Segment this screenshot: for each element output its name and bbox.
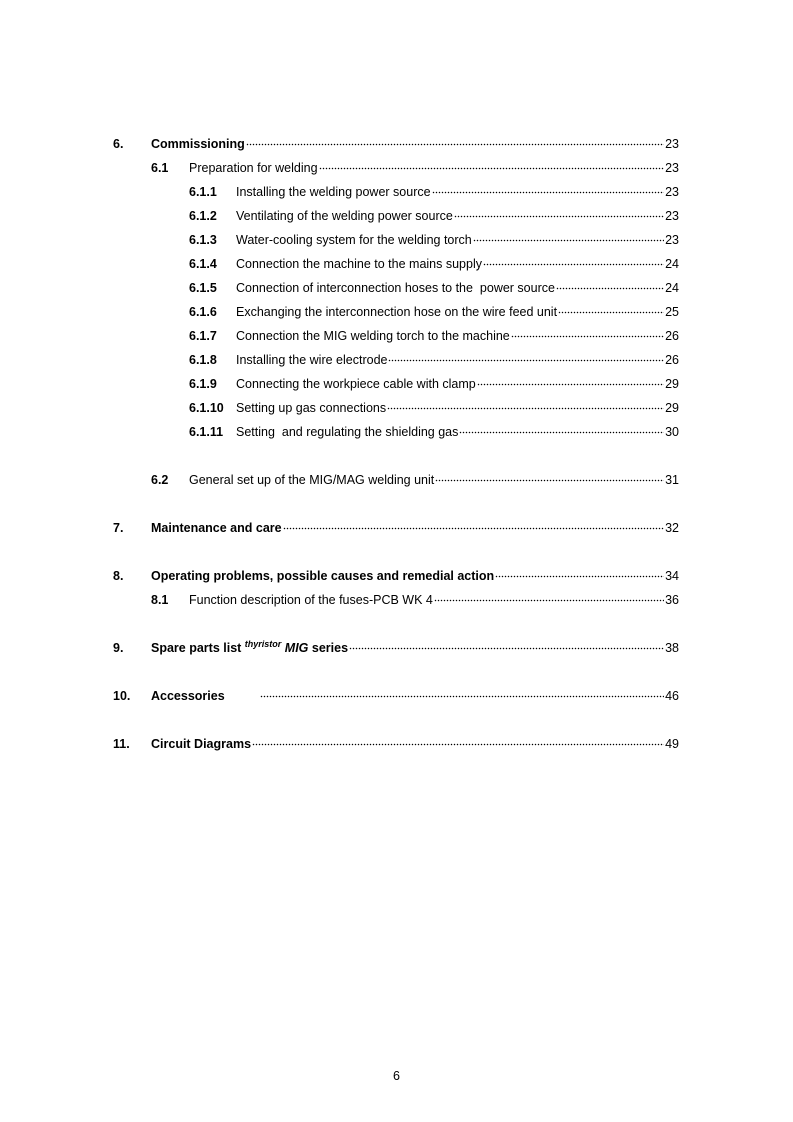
- toc-number: 6.1.1: [189, 185, 217, 199]
- toc-page: 32: [665, 521, 679, 535]
- toc-title-superscript: thyristor: [244, 639, 282, 649]
- toc-entry-9[interactable]: [113, 636, 679, 655]
- toc-entry-11[interactable]: [113, 732, 679, 751]
- toc-page: 23: [665, 185, 679, 199]
- toc-leader: [319, 156, 665, 172]
- toc-entry-8[interactable]: [113, 564, 679, 583]
- toc-page: 23: [665, 137, 679, 151]
- toc-page: 30: [665, 425, 679, 439]
- toc-title: Function description of the fuses-PCB WK 4: [189, 593, 433, 607]
- toc-page: 26: [665, 353, 679, 367]
- toc-leader: [246, 132, 664, 148]
- toc-leader: [283, 516, 664, 532]
- toc-leader: [477, 372, 664, 388]
- toc-page: 49: [665, 737, 679, 751]
- toc-number: 6.1.10: [189, 401, 224, 415]
- toc-number: 6.1.9: [189, 377, 217, 391]
- toc-title: Preparation for welding: [189, 161, 318, 175]
- toc-page: 25: [665, 305, 679, 319]
- toc-leader: [483, 252, 664, 268]
- toc-entry-6-1[interactable]: [151, 156, 679, 175]
- toc-title: [151, 640, 348, 657]
- toc-number: 8.1: [151, 593, 169, 607]
- toc-number: 6.: [113, 137, 124, 151]
- toc-entry-6-1-10[interactable]: [189, 396, 679, 415]
- toc-number: 6.1.2: [189, 209, 217, 223]
- toc-entry-6-1-9[interactable]: [189, 372, 679, 391]
- toc-number: 8.: [113, 569, 124, 583]
- toc-number: 6.1.4: [189, 257, 217, 271]
- toc-number: 11.: [113, 737, 130, 751]
- toc-leader: [252, 732, 664, 748]
- toc-leader: [558, 300, 664, 316]
- toc-leader: [435, 468, 664, 484]
- toc-page: 29: [665, 401, 679, 415]
- toc-entry-6-1-11[interactable]: [189, 420, 679, 439]
- toc-page: 36: [665, 593, 679, 607]
- toc-title-pre: Spare parts list: [151, 641, 245, 655]
- toc-title: Commissioning: [151, 137, 245, 151]
- toc-title: Connecting the workpiece cable with clamp: [236, 377, 476, 391]
- toc-entry-10[interactable]: [113, 684, 679, 703]
- toc-title-italic: MIG: [281, 641, 309, 655]
- toc-entry-6-1-7[interactable]: [189, 324, 679, 343]
- toc-entry-6-1-6[interactable]: [189, 300, 679, 319]
- toc-entry-6-1-5[interactable]: [189, 276, 679, 295]
- toc-page: 24: [665, 257, 679, 271]
- toc-leader: [511, 324, 664, 340]
- toc-entry-8-1[interactable]: [151, 588, 679, 607]
- toc-number: 6.2: [151, 473, 169, 487]
- toc-title: Operating problems, possible causes and remedial action: [151, 569, 495, 583]
- toc-number: 6.1.6: [189, 305, 217, 319]
- toc-page: 31: [665, 473, 679, 487]
- toc-title: Exchanging the interconnection hose on the wire feed unit: [236, 305, 558, 319]
- toc-title: Maintenance and care: [151, 521, 282, 535]
- toc-entry-6[interactable]: [113, 132, 679, 151]
- toc-leader: [260, 684, 664, 700]
- toc-entry-6-1-3[interactable]: [189, 228, 679, 247]
- toc-title: Circuit Diagrams: [151, 737, 252, 751]
- toc-entry-6-1-4[interactable]: [189, 252, 679, 271]
- toc-entry-6-2[interactable]: [151, 468, 679, 487]
- toc-number: 10.: [113, 689, 131, 703]
- toc-title: Ventilating of the welding power source: [236, 209, 453, 223]
- toc-title: Connection the machine to the mains supply: [236, 257, 482, 271]
- page-number: 6: [393, 1069, 400, 1083]
- toc-number: 9.: [113, 641, 124, 655]
- toc-leader: [473, 228, 664, 244]
- toc-title-post: series: [308, 641, 349, 655]
- toc-number: 6.1.11: [189, 425, 224, 439]
- toc-title: Setting up gas connections: [236, 401, 387, 415]
- toc-number: 6.1: [151, 161, 169, 175]
- toc-leader: [432, 180, 665, 196]
- toc-page: 23: [665, 161, 679, 175]
- toc-leader: [459, 420, 664, 436]
- toc-page: 24: [665, 281, 679, 295]
- toc-entry-6-1-2[interactable]: [189, 204, 679, 223]
- toc-entry-6-1-1[interactable]: [189, 180, 679, 199]
- toc-title: General set up of the MIG/MAG welding unit: [189, 473, 435, 487]
- toc-page: 23: [665, 209, 679, 223]
- toc-number: 6.1.5: [189, 281, 217, 295]
- toc-number: 6.1.7: [189, 329, 217, 343]
- toc-leader: [388, 348, 664, 364]
- toc-leader: [434, 588, 664, 604]
- toc-leader: [454, 204, 664, 220]
- toc-page: 34: [665, 569, 679, 583]
- toc-title: Accessories: [151, 689, 225, 703]
- toc-title: Installing the welding power source: [236, 185, 431, 199]
- toc-title: Connection of interconnection hoses to the power source: [236, 281, 555, 295]
- toc-page: 23: [665, 233, 679, 247]
- toc-number: 7.: [113, 521, 124, 535]
- toc-page: 26: [665, 329, 679, 343]
- toc-entry-7[interactable]: [113, 516, 679, 535]
- toc-entry-6-1-8[interactable]: [189, 348, 679, 367]
- toc-title: Setting and regulating the shielding gas: [236, 425, 459, 439]
- toc-number: 6.1.3: [189, 233, 217, 247]
- toc-title: Installing the wire electrode: [236, 353, 388, 367]
- toc-number: 6.1.8: [189, 353, 217, 367]
- toc-page: 46: [665, 689, 679, 703]
- toc-page: 38: [665, 641, 679, 655]
- toc-leader: [495, 564, 664, 580]
- toc-title: Connection the MIG welding torch to the machine: [236, 329, 510, 343]
- toc-title: Water-cooling system for the welding torch: [236, 233, 472, 247]
- toc-leader: [349, 636, 664, 652]
- toc-page: 29: [665, 377, 679, 391]
- toc-leader: [556, 276, 664, 292]
- toc-leader: [387, 396, 664, 412]
